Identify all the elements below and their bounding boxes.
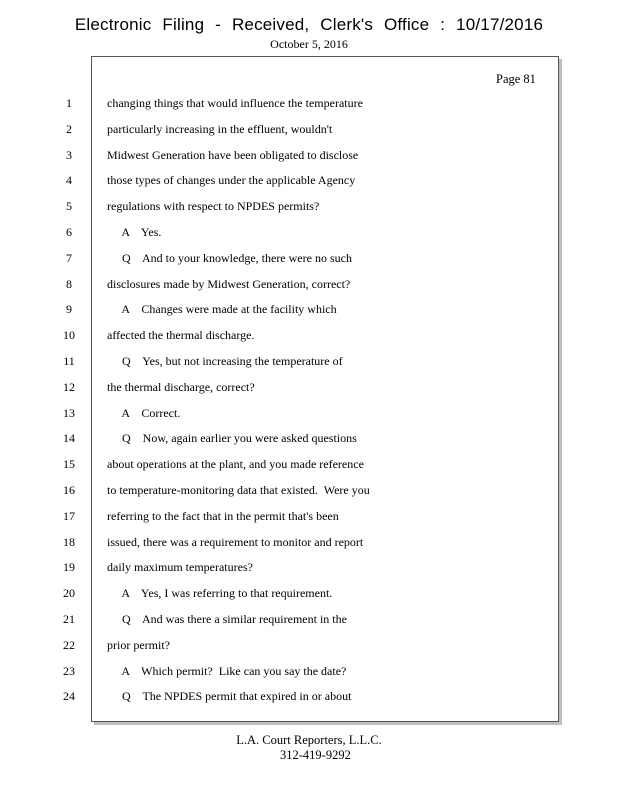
deposition-date: October 5, 2016 xyxy=(270,37,348,51)
footer-company: L.A. Court Reporters, L.L.C. xyxy=(236,733,382,747)
transcript-line-text: prior permit? xyxy=(107,638,170,652)
transcript-line-text: regulations with respect to NPDES permits? xyxy=(107,199,320,213)
page-number: Page 81 xyxy=(496,72,536,86)
line-number: 12 xyxy=(63,380,75,394)
line-number: 2 xyxy=(66,122,72,136)
line-number: 5 xyxy=(66,199,72,213)
transcript-line-text: A Changes were made at the facility which xyxy=(107,302,337,316)
transcript-line-text: Q And was there a similar requirement in the xyxy=(107,612,347,626)
transcript-line-text: A Correct. xyxy=(107,406,181,420)
transcript-line-text: about operations at the plant, and you made reference xyxy=(107,457,364,471)
transcript-line-text: disclosures made by Midwest Generation, correct? xyxy=(107,277,351,291)
transcript-line-text: A Yes. xyxy=(107,225,162,239)
filing-stamp: Electronic Filing - Received, Clerk's Office : 10/17/2016 xyxy=(74,15,544,34)
transcript-line-text: A Which permit? Like can you say the date? xyxy=(107,664,347,678)
line-number: 4 xyxy=(66,173,72,187)
transcript-line-text: Q Now, again earlier you were asked questions xyxy=(107,431,357,445)
line-number: 18 xyxy=(63,535,75,549)
transcript-line-text: issued, there was a requirement to monitor and report xyxy=(107,535,364,549)
line-number: 21 xyxy=(63,612,75,626)
line-number: 1 xyxy=(66,96,72,110)
transcript-line-text: Midwest Generation have been obligated to disclose xyxy=(107,148,359,162)
transcript-line-text: referring to the fact that in the permit that's been xyxy=(107,509,339,523)
line-number: 19 xyxy=(63,560,75,574)
line-number: 23 xyxy=(63,664,75,678)
line-number: 16 xyxy=(63,483,75,497)
line-number: 11 xyxy=(63,354,75,368)
footer-phone: 312-419-9292 xyxy=(280,748,351,762)
line-number: 6 xyxy=(66,225,72,239)
line-number: 9 xyxy=(66,302,72,316)
transcript-line-text: the thermal discharge, correct? xyxy=(107,380,255,394)
line-number: 24 xyxy=(63,689,75,703)
line-number: 10 xyxy=(63,328,75,342)
line-number: 14 xyxy=(63,431,75,445)
transcript-line-text: A Yes, I was referring to that requirement. xyxy=(107,586,333,600)
line-number: 3 xyxy=(66,148,72,162)
transcript-line-text: to temperature-monitoring data that existed. Were you xyxy=(107,483,370,497)
transcript-line-text: particularly increasing in the effluent, wouldn't xyxy=(107,122,333,136)
transcript-line-text: Q The NPDES permit that expired in or about xyxy=(107,689,352,703)
line-number: 8 xyxy=(66,277,72,291)
line-number: 20 xyxy=(63,586,75,600)
transcript-line-text: Q And to your knowledge, there were no such xyxy=(107,251,352,265)
transcript-line-text: those types of changes under the applicable Agency xyxy=(107,173,356,187)
transcript-line-text: Q Yes, but not increasing the temperature of xyxy=(107,354,343,368)
transcript-line-text: affected the thermal discharge. xyxy=(107,328,255,342)
line-number: 7 xyxy=(66,251,72,265)
line-number: 22 xyxy=(63,638,75,652)
line-number: 17 xyxy=(63,509,75,523)
line-number: 13 xyxy=(63,406,75,420)
transcript-line-text: daily maximum temperatures? xyxy=(107,560,253,574)
transcript-line-text: changing things that would influence the temperature xyxy=(107,96,363,110)
line-number: 15 xyxy=(63,457,75,471)
